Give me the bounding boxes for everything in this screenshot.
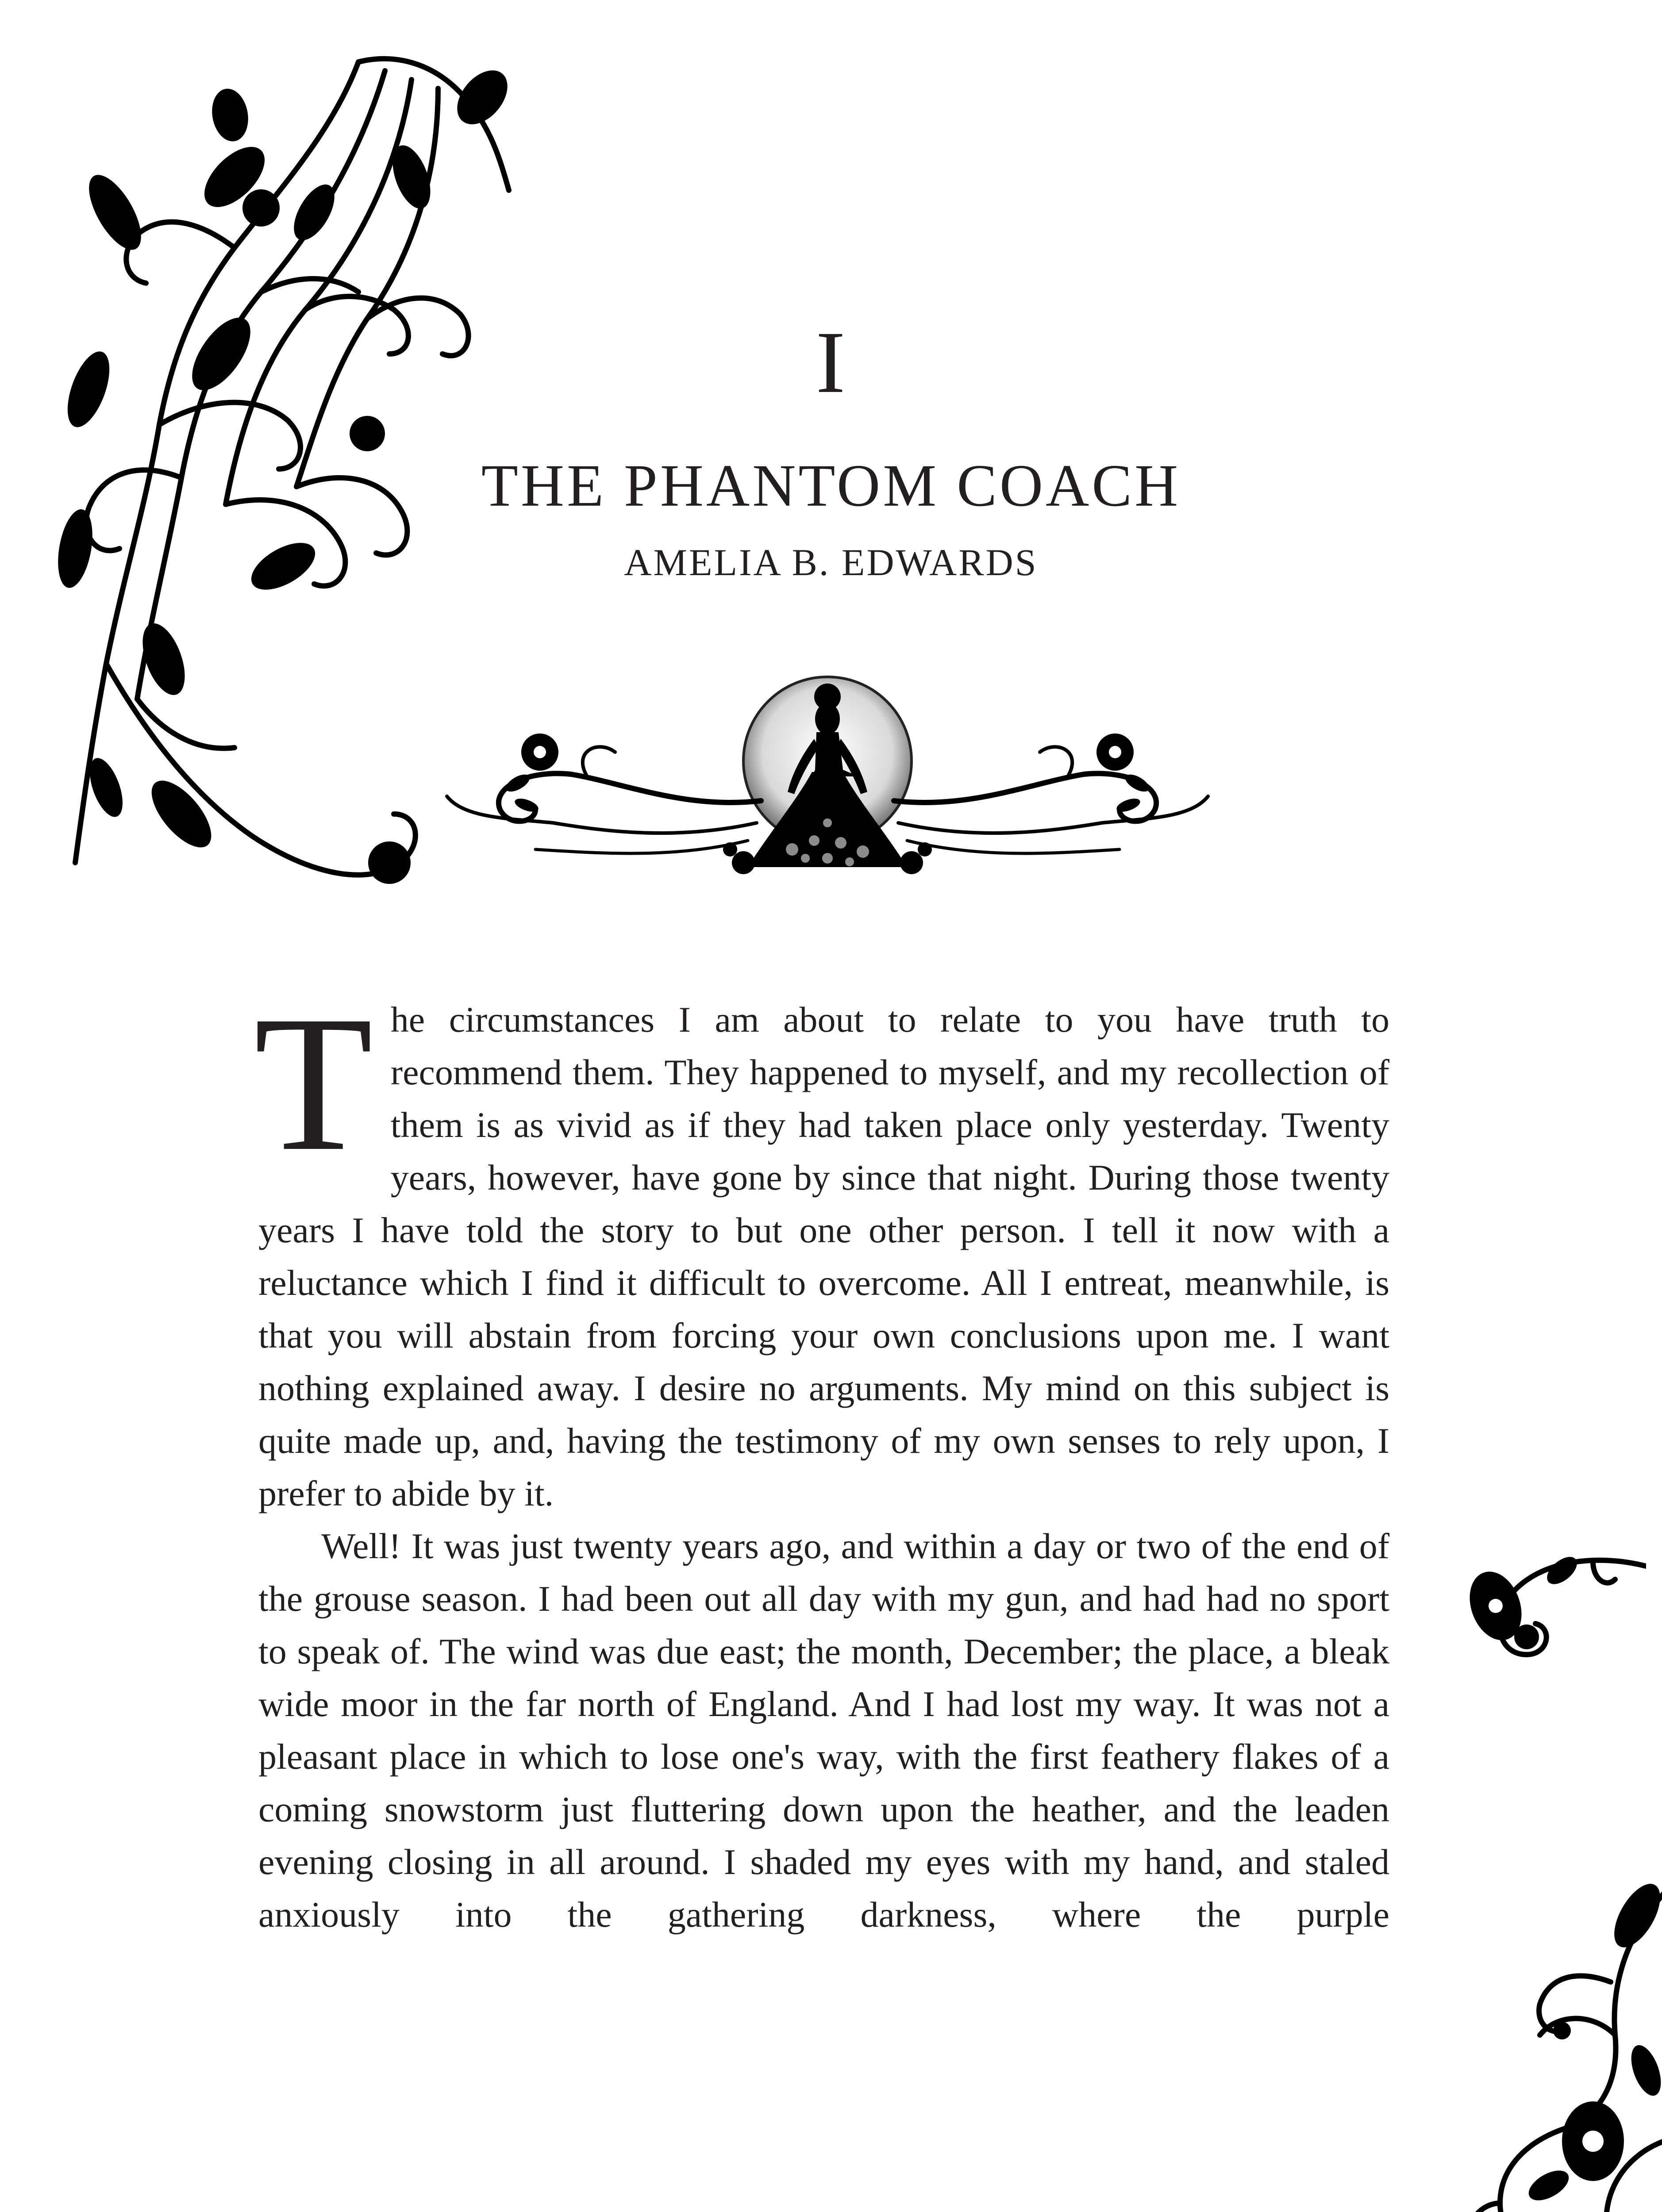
lady-silhouette-vignette [438, 672, 1217, 902]
floral-scroll-ornament [1416, 1867, 1662, 2212]
drop-cap: T [254, 976, 373, 1191]
chapter-number: I [816, 314, 846, 411]
paragraph: Well! It was just twenty years ago, and within a day or two of the end of the grouse season. I had been out all day with my gun, and had had no sport to speak of. The wind was due east; the month, December; the place, a bleak wide moor in the far north of England. And I had lost my way. It was not a pleasant place in which to lose one's way, with the first feathery flakes of a coming snowstorm just fluttering down upon the heather, and the leaden evening closing in all around. I shaded my eyes with my hand, and staled anxiously into the gathering darkness, where the purple [258, 1526, 1389, 1935]
paragraph [254, 976, 1389, 1520]
scroll-flourish-ornament [1460, 1544, 1646, 1677]
paragraph-1-text: he circumstances I am about to relate to you have truth to recommend them. They happened to myself, and my recollection of them is as vivid as if they had taken place only yesterday. Twenty years, however, have gone by since that night. During those twenty years I have told the story to but one other person. I tell it now with a reluctance which I find it difficult to overcome. All I entreat, meanwhile, is that you will abstain from forcing your own conclusions upon me. I want nothing explained away. I desire no arguments. My mind on this subject is quite made up, and, having the testimony of my own senses to rely upon, I prefer to abide by it. [258, 999, 1389, 1513]
chapter-title: THE PHANTOM COACH [481, 453, 1181, 519]
body-text [254, 976, 1389, 1941]
chapter-author: AMELIA B. EDWARDS [624, 541, 1038, 584]
